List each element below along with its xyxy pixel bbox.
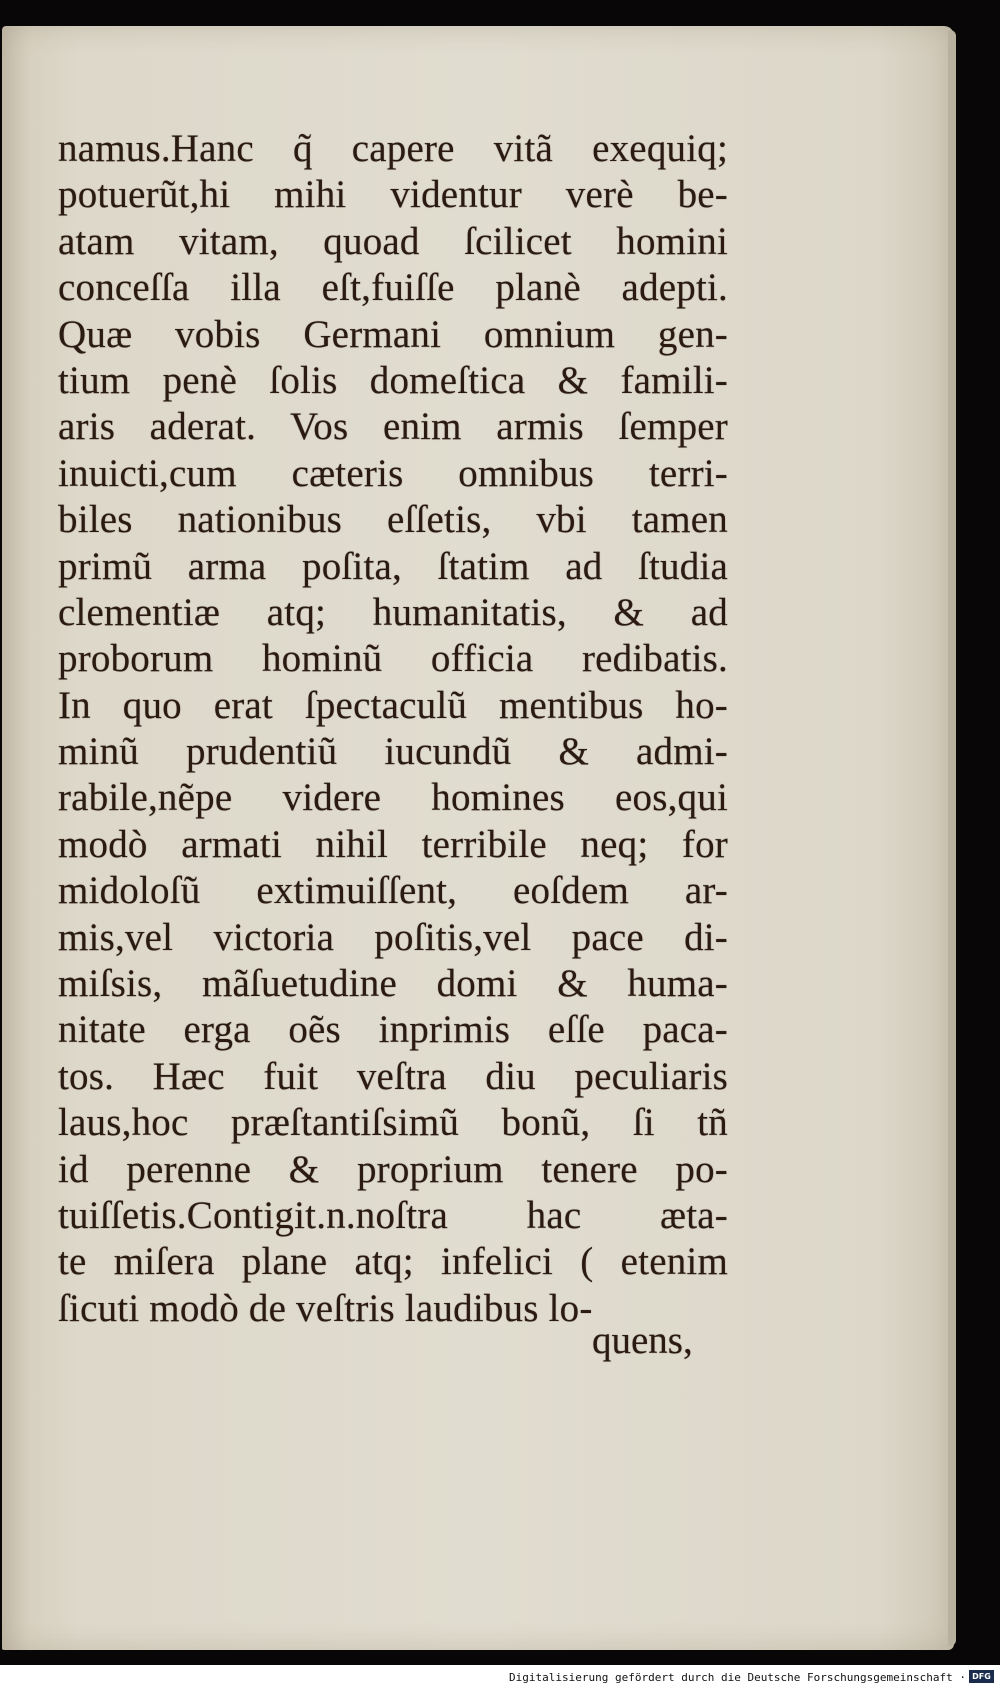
text-line: te miſera plane atq; infelici ( etenim <box>58 1240 728 1284</box>
text-line: aris aderat. Vos enim armis ſemper <box>58 405 728 449</box>
text-line: Quæ vobis Germani omnium gen- <box>58 312 728 356</box>
text-line: In quo erat ſpectaculũ mentibus ho- <box>58 683 728 727</box>
digitization-credit: Digitalisierung gefördert durch die Deutsche Forschungsgemeinschaft · <box>509 1671 966 1684</box>
dfg-logo-icon: DFG <box>969 1670 994 1683</box>
text-line: minũ prudentiũ iucundũ & admi- <box>58 730 728 774</box>
text-line: clementiæ atq; humanitatis, & ad <box>58 590 728 634</box>
text-line: conceſſa illa eſt,fuiſſe planè adepti. <box>58 266 728 310</box>
text-line: primũ arma poſita, ſtatim ad ſtudia <box>58 544 728 588</box>
catchword: quens, <box>592 1319 693 1362</box>
text-line: rabile,nẽpe videre homines eos,qui <box>58 776 728 820</box>
text-line: inuicti,cum cæteris omnibus terri- <box>58 451 728 495</box>
text-line: atam vitam, quoad ſcilicet homini <box>58 219 728 263</box>
text-line: potuerũt,hi mihi videntur verè be- <box>58 173 728 217</box>
text-line: modò armati nihil terribile neq; for <box>58 822 728 866</box>
text-line: miſsis, mãſuetudine domi & huma- <box>58 962 728 1006</box>
text-line: laus,hoc præſtantiſsimũ bonũ, ſi tñ <box>58 1101 728 1145</box>
text-line: ſicuti modò de veſtris laudibus lo- <box>58 1286 593 1330</box>
text-line: tium penè ſolis domeſtica & famili- <box>58 358 728 402</box>
text-line: id perenne & proprium tenere po- <box>58 1147 728 1191</box>
text-line: biles nationibus eſſetis, vbi tamen <box>58 498 728 542</box>
text-line: nitate erga oẽs inprimis eſſe paca- <box>58 1008 728 1052</box>
text-line: proborum hominũ officia redibatis. <box>58 637 728 681</box>
text-line: namus.Hanc q̃ capere vitã exequiq; <box>58 127 728 170</box>
text-line: mis,vel victoria poſitis,vel pace di- <box>58 915 728 959</box>
text-line: tos. Hæc fuit veſtra diu peculiaris <box>58 1054 728 1098</box>
page-text <box>58 126 728 1332</box>
text-line: midoloſũ extimuiſſent, eoſdem ar- <box>58 869 728 913</box>
page-edge <box>948 30 956 1646</box>
text-line: tuiſſetis.Contigit.n.noſtra hac æta- <box>58 1193 728 1237</box>
